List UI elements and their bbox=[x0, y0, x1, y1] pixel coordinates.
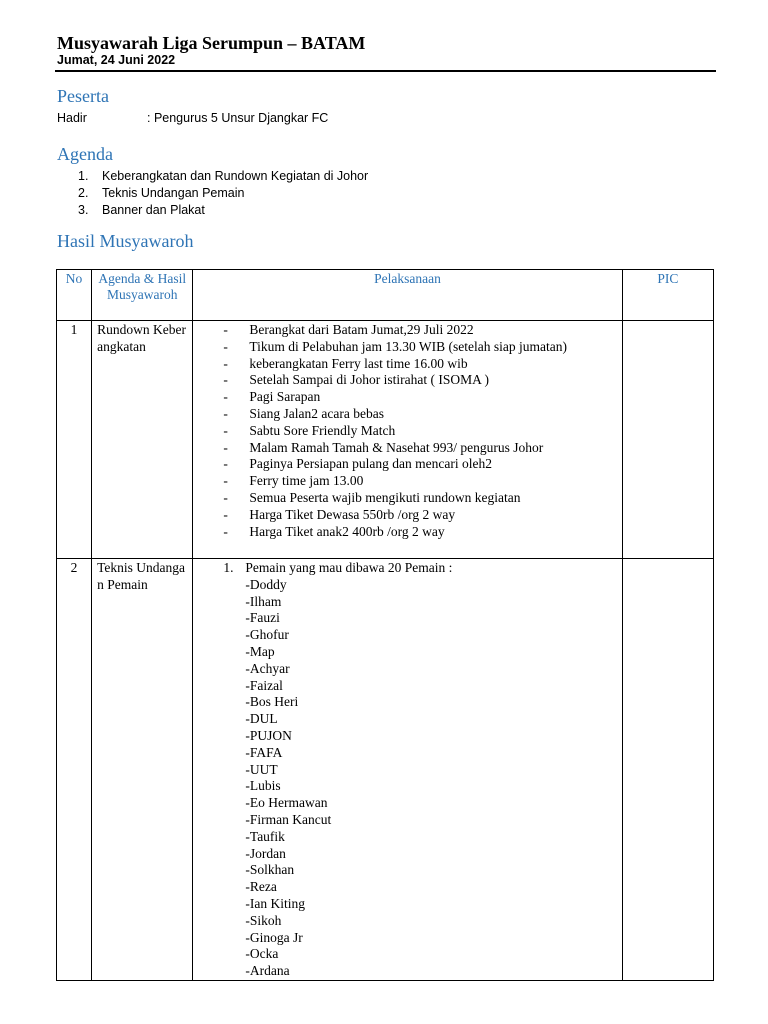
list-item: - Setelah Sampai di Johor istirahat ( ISOMA ) bbox=[223, 372, 489, 388]
player-item: -PUJON bbox=[245, 727, 292, 743]
agenda-item: 1. Keberangkatan dan Rundown Kegiatan di Johor bbox=[78, 169, 369, 183]
player-item: -Map bbox=[245, 643, 275, 659]
column-header-pic: PIC bbox=[622, 270, 713, 321]
list-item: - Malam Ramah Tamah & Nasehat 993/ pengurus Johor bbox=[223, 439, 544, 455]
document-title: Musyawarah Liga Serumpun – BATAM bbox=[57, 33, 366, 53]
table-row bbox=[57, 321, 714, 559]
header-divider bbox=[55, 70, 716, 72]
list-item: - Siang Jalan2 acara bebas bbox=[223, 405, 384, 421]
document-date: Jumat, 24 Juni 2022 bbox=[57, 53, 176, 67]
row-pelaksanaan bbox=[193, 321, 622, 559]
row-agenda: Rundown Keberangkatan bbox=[92, 321, 193, 559]
player-item: -Fauzi bbox=[245, 610, 280, 626]
row-pic bbox=[622, 559, 713, 981]
list-item: - Berangkat dari Batam Jumat,29 Juli 2022 bbox=[223, 322, 474, 337]
hadir-label: Hadir bbox=[57, 111, 87, 125]
player-item: -UUT bbox=[245, 761, 278, 777]
list-item: - Semua Peserta wajib mengikuti rundown kegiatan bbox=[223, 489, 521, 505]
agenda-item: 3. Banner dan Plakat bbox=[78, 203, 205, 217]
player-item: -FAFA bbox=[245, 744, 283, 760]
list-item: - Sabtu Sore Friendly Match bbox=[223, 422, 396, 438]
player-item: -Faizal bbox=[245, 677, 283, 693]
teknis-list bbox=[193, 559, 621, 577]
row-pic bbox=[622, 321, 713, 559]
player-item: -Ocka bbox=[245, 946, 279, 962]
rundown-list bbox=[193, 321, 621, 540]
player-item: -Firman Kancut bbox=[245, 811, 332, 827]
list-item: - Tikum di Pelabuhan jam 13.30 WIB (setelah siap jumatan) bbox=[223, 338, 567, 354]
agenda-heading: Agenda bbox=[57, 144, 113, 164]
table-header-row bbox=[57, 270, 714, 321]
player-item: -Ilham bbox=[245, 593, 282, 609]
player-item: -Reza bbox=[245, 879, 277, 895]
row-pelaksanaan bbox=[193, 559, 622, 981]
list-item: - Ferry time jam 13.00 bbox=[223, 473, 364, 489]
player-item: -DUL bbox=[245, 711, 278, 727]
player-item: -Lubis bbox=[245, 778, 281, 794]
list-item: - Paginya Persiapan pulang dan mencari oleh2 bbox=[223, 456, 492, 472]
player-item: -Ian Kiting bbox=[245, 895, 306, 911]
player-item: -Doddy bbox=[245, 576, 287, 592]
column-header-pelaksanaan: Pelaksanaan bbox=[193, 270, 622, 321]
list-item: - Pagi Sarapan bbox=[223, 389, 321, 405]
player-item: -Jordan bbox=[245, 845, 286, 861]
agenda-list bbox=[78, 168, 368, 219]
player-item: -Ardana bbox=[245, 963, 290, 979]
list-item: - keberangkatan Ferry last time 16.00 wib bbox=[223, 355, 468, 371]
hadir-value: : Pengurus 5 Unsur Djangkar FC bbox=[147, 111, 329, 125]
player-item: -Ginoga Jr bbox=[245, 929, 303, 945]
player-item: -Solkhan bbox=[245, 862, 295, 878]
player-item: -Taufik bbox=[245, 828, 285, 844]
peserta-heading: Peserta bbox=[57, 86, 109, 106]
row-number: 1 bbox=[57, 321, 92, 559]
list-item: - Harga Tiket anak2 400rb /org 2 way bbox=[223, 523, 445, 539]
agenda-item: 2. Teknis Undangan Pemain bbox=[78, 186, 245, 200]
results-table bbox=[56, 269, 714, 981]
player-item: -Bos Heri bbox=[245, 694, 299, 710]
hasil-heading: Hasil Musyawaroh bbox=[57, 231, 194, 251]
list-item: 1. Pemain yang mau dibawa 20 Pemain : bbox=[223, 560, 453, 575]
row-agenda: Teknis Undangan Pemain bbox=[92, 559, 193, 981]
list-item: - Harga Tiket Dewasa 550rb /org 2 way bbox=[223, 506, 456, 522]
table-row bbox=[57, 559, 714, 981]
player-list bbox=[193, 577, 621, 980]
row-number: 2 bbox=[57, 559, 92, 981]
player-item: -Ghofur bbox=[245, 627, 289, 643]
column-header-no: No bbox=[57, 270, 92, 321]
player-item: -Sikoh bbox=[245, 912, 282, 928]
player-item: -Eo Hermawan bbox=[245, 795, 328, 811]
column-header-agenda: Agenda & Hasil Musyawaroh bbox=[92, 270, 193, 321]
player-item: -Achyar bbox=[245, 660, 290, 676]
